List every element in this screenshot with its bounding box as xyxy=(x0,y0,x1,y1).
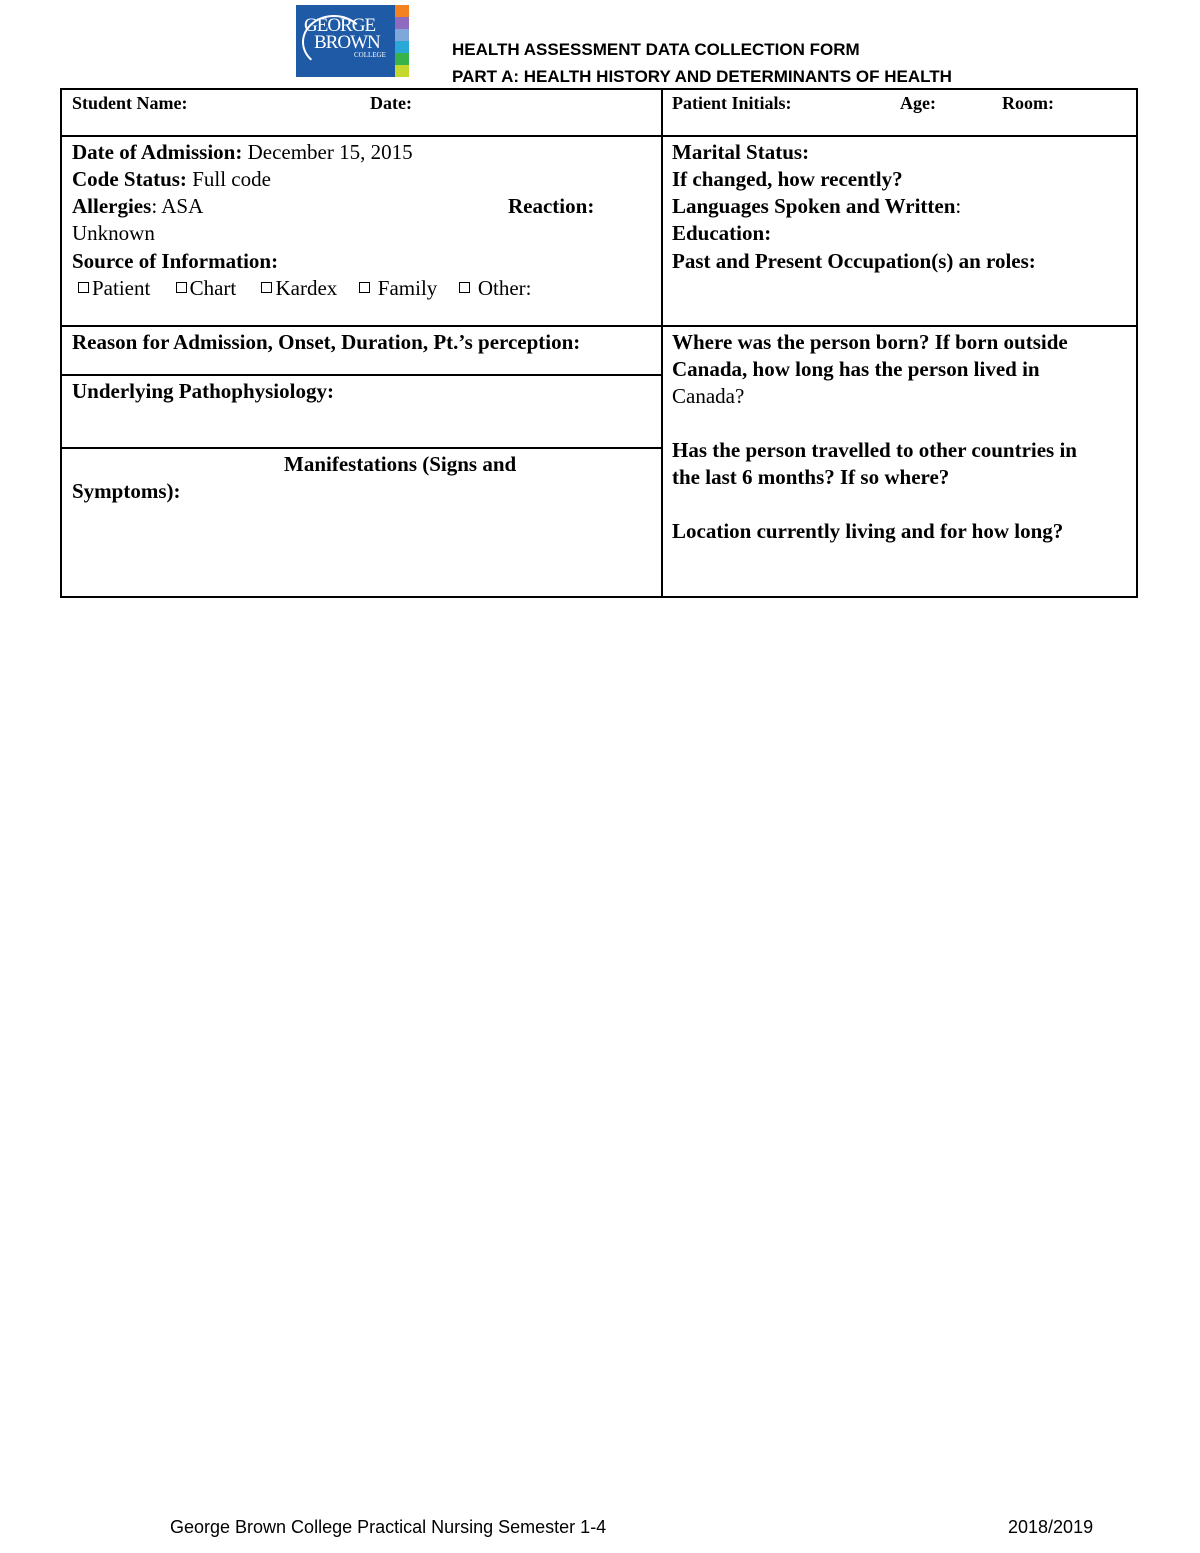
checkbox-icon[interactable] xyxy=(78,282,89,293)
room-label: Room: xyxy=(1002,93,1054,113)
admission-date xyxy=(72,139,413,166)
assessment-form-table xyxy=(60,88,1138,598)
birthplace-question-line1: Where was the person born? If born outside xyxy=(672,330,1068,354)
source-option-other[interactable] xyxy=(459,276,532,300)
column-divider xyxy=(661,90,663,596)
logo-stripe xyxy=(395,41,409,53)
checkbox-icon[interactable] xyxy=(459,282,470,293)
source-option-kardex[interactable] xyxy=(261,276,337,300)
row-divider-3 xyxy=(62,374,661,376)
location-question: Location currently living and for how long? xyxy=(672,519,1064,543)
code-status-value: Full code xyxy=(186,167,271,191)
code-status-label: Code Status: xyxy=(72,167,187,191)
education-label: Education: xyxy=(672,221,772,245)
logo-line-3: COLLEGE xyxy=(354,51,386,59)
college-logo xyxy=(296,5,409,77)
source-option-label: Patient xyxy=(92,276,151,300)
source-of-information-label: Source of Information: xyxy=(72,249,279,273)
logo-stripe xyxy=(395,53,409,65)
row-divider-1 xyxy=(62,135,1136,137)
source-checkbox-group xyxy=(78,275,531,302)
source-option-chart[interactable] xyxy=(176,276,237,300)
reason-for-admission-label: Reason for Admission, Onset, Duration, Pt.’s perception: xyxy=(72,330,581,354)
logo-line-1: GEORGE xyxy=(304,15,376,36)
allergies-label: Allergies xyxy=(72,194,152,218)
form-subtitle: PART A: HEALTH HISTORY AND DETERMINANTS OF HEALTH xyxy=(452,67,952,86)
languages-label: Languages Spoken and Written xyxy=(672,194,956,218)
travel-question-line1: Has the person travelled to other countries in xyxy=(672,438,1077,462)
logo-stripes xyxy=(395,5,409,77)
logo-text xyxy=(304,17,388,59)
checkbox-icon[interactable] xyxy=(176,282,187,293)
row-divider-2 xyxy=(62,325,1136,327)
patient-initials-label: Patient Initials: xyxy=(672,93,792,113)
reaction-value: Unknown xyxy=(72,221,155,245)
source-option-label: Kardex xyxy=(275,276,338,300)
student-name-label: Student Name: xyxy=(72,93,188,113)
footer-right: 2018/2019 xyxy=(1008,1517,1094,1537)
admission-date-label: Date of Admission: xyxy=(72,140,243,164)
allergies-value: : ASA xyxy=(151,194,204,218)
manifestations-label-line2: Symptoms): xyxy=(72,479,181,503)
pathophysiology-label: Underlying Pathophysiology: xyxy=(72,379,334,403)
source-option-patient[interactable] xyxy=(78,276,150,300)
source-option-family[interactable] xyxy=(359,276,438,300)
logo-stripe xyxy=(395,65,409,77)
changed-recently-label: If changed, how recently? xyxy=(672,167,903,191)
age-label: Age: xyxy=(900,93,936,113)
code-status xyxy=(72,166,271,193)
footer-left: George Brown College Practical Nursing Semester 1-4 xyxy=(170,1517,607,1537)
birthplace-question-line2: Canada, how long has the person lived in xyxy=(672,357,1040,381)
form-title: HEALTH ASSESSMENT DATA COLLECTION FORM xyxy=(452,40,860,59)
allergies xyxy=(72,193,203,220)
travel-question-line2: the last 6 months? If so where? xyxy=(672,465,950,489)
birthplace-question-line3: Canada? xyxy=(672,384,745,408)
checkbox-icon[interactable] xyxy=(359,282,370,293)
source-option-label: Other: xyxy=(472,276,532,300)
manifestations-label-line1: Manifestations (Signs and xyxy=(284,452,517,476)
reaction-label: Reaction: xyxy=(508,194,595,218)
occupation-label: Past and Present Occupation(s) an roles: xyxy=(672,249,1036,273)
source-option-label: Chart xyxy=(189,276,237,300)
source-option-label: Family xyxy=(372,276,438,300)
logo-line-2: BROWN xyxy=(314,32,380,53)
languages xyxy=(672,193,961,220)
logo-stripe xyxy=(395,17,409,29)
logo-stripe xyxy=(395,5,409,17)
date-label: Date: xyxy=(370,93,412,113)
logo-stripe xyxy=(395,29,409,41)
row-divider-4 xyxy=(62,447,661,449)
marital-status-label: Marital Status: xyxy=(672,140,810,164)
languages-colon: : xyxy=(955,194,962,218)
checkbox-icon[interactable] xyxy=(261,282,272,293)
admission-date-value: December 15, 2015 xyxy=(242,140,413,164)
logo-box xyxy=(296,5,395,77)
